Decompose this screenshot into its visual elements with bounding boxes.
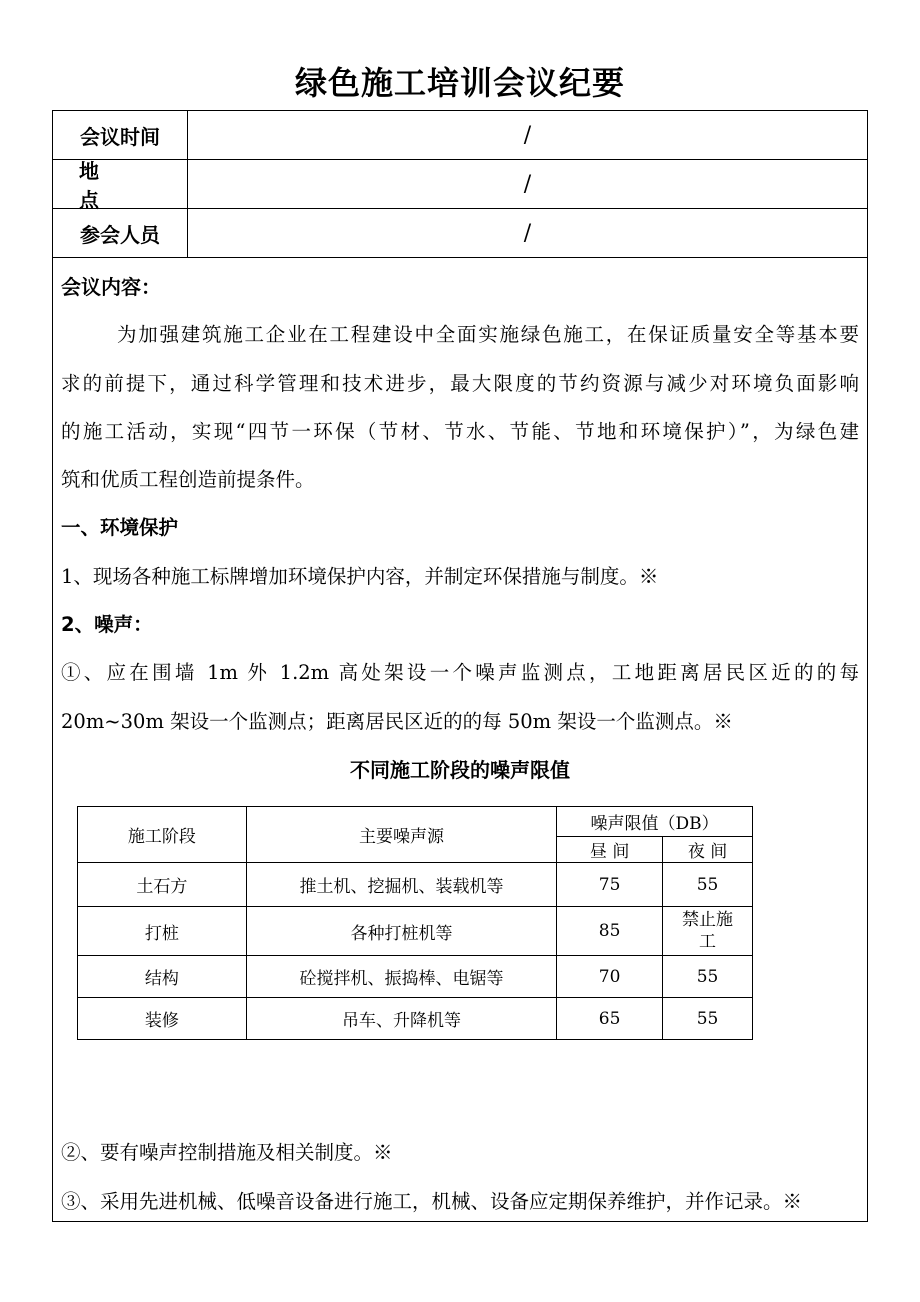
table-row bbox=[78, 863, 753, 907]
minutes-form bbox=[52, 110, 868, 1222]
cell-source: 砼搅拌机、振捣棒、电锯等 bbox=[246, 956, 556, 998]
noise-limit-table bbox=[77, 806, 753, 1040]
cell-stage: 结构 bbox=[78, 956, 247, 998]
meeting-time-label: 会议时间 bbox=[53, 111, 188, 159]
header-stage: 施工阶段 bbox=[78, 807, 247, 863]
cell-source: 各种打桩机等 bbox=[246, 907, 556, 956]
meeting-place-value: / bbox=[523, 171, 532, 197]
intro-line: 筑和优质工程创造前提条件。 bbox=[61, 468, 315, 491]
meeting-place-row bbox=[53, 159, 867, 212]
cell-day: 85 bbox=[557, 907, 663, 956]
cell-night: 禁止施工 bbox=[682, 910, 734, 952]
cell-day: 65 bbox=[557, 998, 663, 1040]
attendees-value: / bbox=[523, 220, 532, 246]
cell-source: 吊车、升降机等 bbox=[246, 998, 556, 1040]
cell-source: 推土机、挖掘机、装载机等 bbox=[246, 863, 556, 907]
noise-item-3: ③、采用先进机械、低噪音设备进行施工，机械、设备应定期保养维护，并作记录。※ bbox=[61, 1190, 803, 1213]
cell-night: 55 bbox=[663, 863, 753, 907]
header-day: 昼 间 bbox=[557, 837, 663, 863]
meeting-place-label: 地 点 bbox=[79, 159, 125, 212]
document-title: 绿色施工培训会议纪要 bbox=[294, 64, 625, 102]
intro-line: 为加强建筑施工企业在工程建设中全面实施绿色施工，在保证质量安全等基本要 bbox=[117, 323, 859, 346]
intro-line: 求的前提下，通过科学管理和技术进步，最大限度的节约资源与减少对环境负面影响 bbox=[61, 372, 859, 395]
environment-item-1: 1、现场各种施工标牌增加环境保护内容，并制定环保措施与制度。※ bbox=[61, 565, 659, 588]
cell-night: 55 bbox=[663, 956, 753, 998]
meeting-place-label-cell bbox=[53, 159, 188, 212]
cell-stage: 装修 bbox=[78, 998, 247, 1040]
content-heading: 会议内容： bbox=[61, 275, 161, 299]
noise-item-1-line: ①、应在围墙 1m 外 1.2m 高处架设一个噪声监测点，工地距离居民区近的的每 bbox=[61, 661, 859, 684]
noise-item-2: ②、要有噪声控制措施及相关制度。※ bbox=[61, 1141, 393, 1164]
noise-heading: 2、噪声： bbox=[61, 613, 153, 636]
cell-stage: 打桩 bbox=[78, 907, 247, 956]
cell-night-wrap bbox=[663, 907, 753, 956]
table-row bbox=[78, 956, 753, 998]
cell-day: 70 bbox=[557, 956, 663, 998]
meeting-time-value: / bbox=[523, 122, 532, 148]
noise-table-title: 不同施工阶段的噪声限值 bbox=[350, 758, 570, 782]
cell-stage: 土石方 bbox=[78, 863, 247, 907]
noise-item-1-line: 20m~30m 架设一个监测点；距离居民区近的的每 50m 架设一个监测点。※ bbox=[61, 710, 733, 733]
attendees-row bbox=[53, 209, 867, 258]
table-row bbox=[78, 907, 753, 956]
header-source: 主要噪声源 bbox=[246, 807, 556, 863]
cell-night: 55 bbox=[663, 998, 753, 1040]
header-limit: 噪声限值（DB） bbox=[557, 807, 753, 837]
table-row bbox=[78, 998, 753, 1040]
header-night: 夜 间 bbox=[663, 837, 753, 863]
meeting-time-row bbox=[53, 111, 867, 160]
intro-line: 的施工活动，实现“四节一环保（节材、节水、节能、节地和环境保护）”，为绿色建 bbox=[61, 420, 859, 443]
section-environment-heading: 一、环境保护 bbox=[61, 516, 179, 539]
cell-day: 75 bbox=[557, 863, 663, 907]
attendees-label: 参会人员 bbox=[53, 209, 188, 257]
